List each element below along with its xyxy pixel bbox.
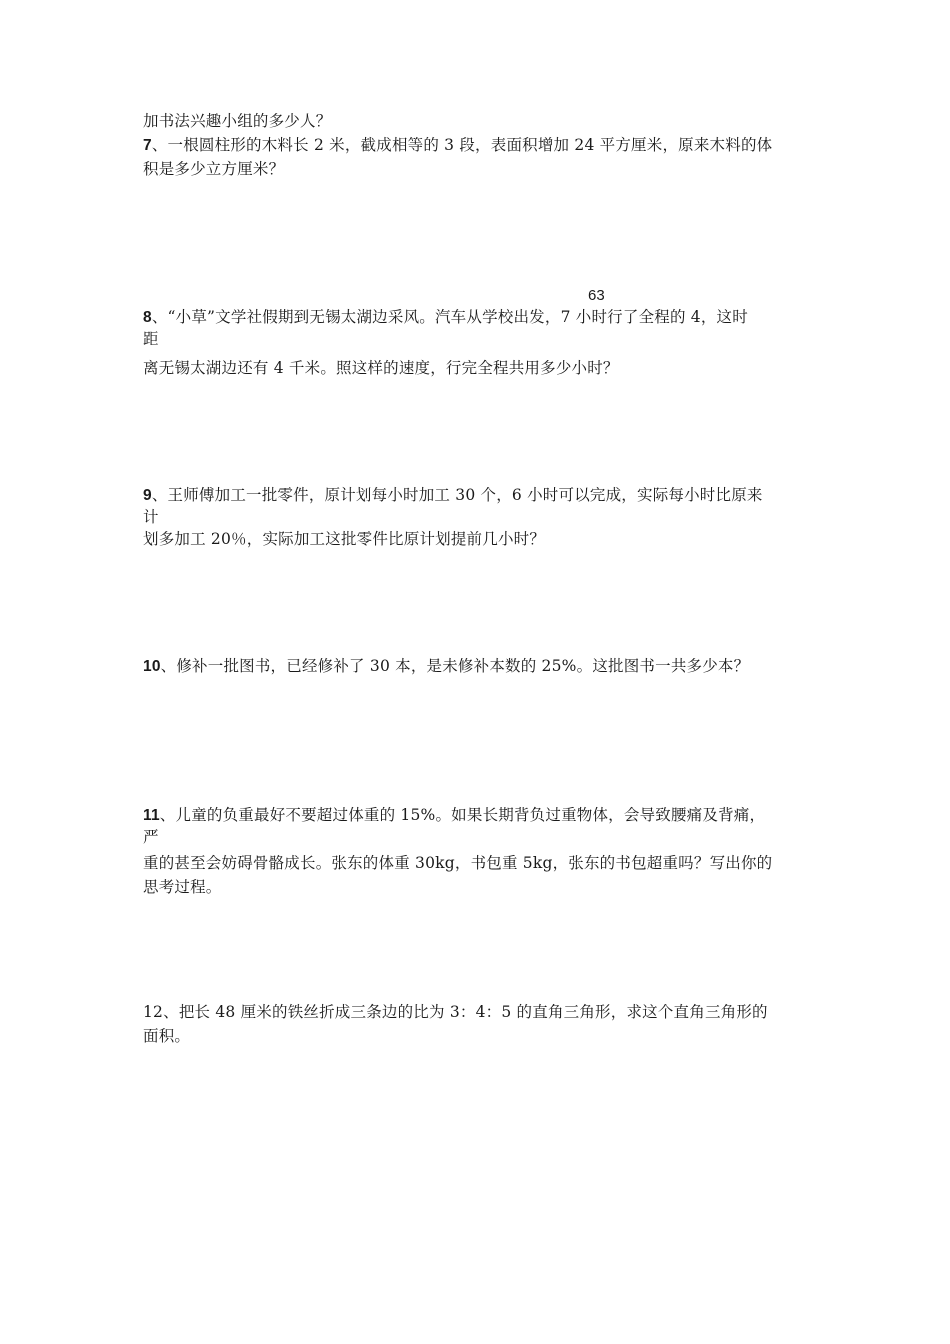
question-12-line-1: 12、把长 48 厘米的铁丝折成三条边的比为 3：4：5 的直角三角形，求这个直角三角形的 bbox=[143, 1003, 768, 1021]
question-11-text-1: 、儿童的负重最好不要超过体重的 15%。如果长期背负过重物体，会导致腰痛及背痛， bbox=[159, 806, 766, 824]
question-9-text-1: 、王师傅加工一批零件，原计划每小时加工 30 个，6 小时可以完成，实际每小时比原来 bbox=[151, 486, 763, 504]
question-7-number: 7 bbox=[143, 137, 152, 154]
question-9-number: 9 bbox=[143, 487, 152, 504]
question-8-line-1 bbox=[143, 306, 748, 329]
question-10-line-1 bbox=[143, 655, 749, 678]
question-11-number: 11 bbox=[143, 807, 160, 824]
question-7-line-1 bbox=[143, 134, 772, 157]
question-11-line-1b: 严 bbox=[143, 828, 159, 846]
question-11-line-3: 思考过程。 bbox=[143, 878, 222, 896]
question-10-number: 10 bbox=[143, 658, 161, 675]
q6-tail-text: 加书法兴趣小组的多少人？ bbox=[143, 112, 332, 130]
question-11-line-2: 重的甚至会妨碍骨骼成长。张东的体重 30kg，书包重 5kg，张东的书包超重吗？写出你的 bbox=[143, 854, 773, 872]
question-9-line-1 bbox=[143, 484, 763, 507]
question-8-text-1: 、“小草”文学社假期到无锡太湖边采风。汽车从学校出发，7 小时行了全程的 4，这时 bbox=[151, 308, 748, 326]
question-10-text-1: 、修补一批图书，已经修补了 30 本，是未修补本数的 25%。这批图书一共多少本？ bbox=[160, 657, 750, 675]
question-9-line-2: 划多加工 20％，实际加工这批零件比原计划提前几小时？ bbox=[143, 530, 546, 548]
question-7-text-1: 、一根圆柱形的木料长 2 米，截成相等的 3 段，表面积增加 24 平方厘米，原来木料的体 bbox=[151, 136, 773, 154]
question-7-line-2: 积是多少立方厘米？ bbox=[143, 160, 285, 178]
question-8-line-2: 离无锡太湖边还有 4 千米。照这样的速度，行完全程共用多少小时？ bbox=[143, 359, 619, 377]
question-12-line-2: 面积。 bbox=[143, 1027, 191, 1045]
fraction-numerators: 63 bbox=[588, 287, 605, 304]
question-8-line-1b: 距 bbox=[143, 330, 159, 348]
question-8-number: 8 bbox=[143, 309, 152, 326]
question-11-line-1 bbox=[143, 804, 765, 827]
question-9-line-1b: 计 bbox=[143, 508, 159, 526]
